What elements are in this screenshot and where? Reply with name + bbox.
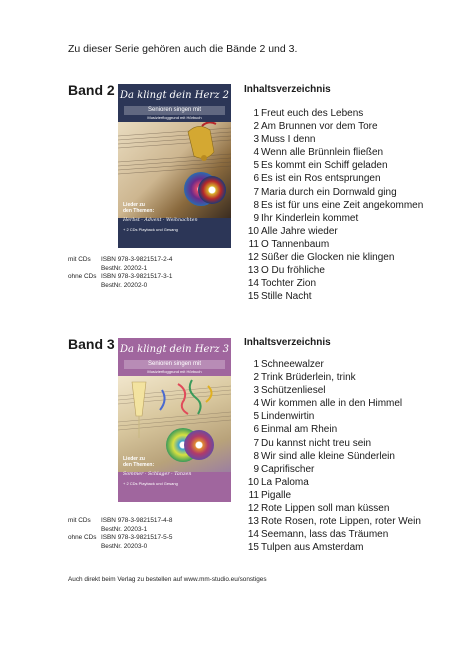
song-title: Schützenliesel [261,385,326,397]
band-3-cover [118,338,231,502]
song-number: 10 [247,476,259,488]
song-list-item [244,437,421,450]
isbn-row-ohne-cds: ohne CDs ISBN 978-3-9821517-3-1 [68,273,173,281]
song-list-item [244,133,423,146]
band-2-isbn-block [68,256,172,290]
cover-lieder: Lieder zu den Themen: [123,456,155,468]
song-list-item [244,159,423,172]
band-2-cover [118,84,231,248]
cover-subtitle: Senioren singen mit [124,360,225,369]
song-title: Tochter Zion [261,278,317,290]
song-title: Wir sind alle kleine Sünderlein [261,450,395,462]
song-number: 13 [247,265,259,277]
song-list-item [244,476,421,489]
song-number: 12 [247,503,259,515]
song-number: 11 [248,489,259,501]
song-number: 10 [247,225,259,237]
cover-cds-note: + 2 CDs Playback und Gesang [123,227,178,232]
song-list-item [244,502,421,515]
best-nr: BestNr. 20202-1 [101,264,148,272]
song-title: Caprifischer [261,463,315,475]
song-title: Pigalle [261,489,292,501]
band-2-toc-heading: Inhaltsverzeichnis [244,84,331,95]
isbn-row-mit-cds: mit CDs ISBN 978-3-9821517-2-4 [68,256,173,263]
best-nr: BestNr. 20202-0 [101,281,148,289]
isbn-row-ohne-cds: ohne CDs ISBN 978-3-9821517-5-5 [68,534,173,542]
song-list-item [244,172,423,185]
song-number: 15 [247,291,259,303]
song-title: Es kommt ein Schiff geladen [261,160,388,172]
song-number: 11 [248,238,259,250]
song-title: Süßer die Glocken nie klingen [261,252,395,264]
song-number: 1 [253,108,259,119]
song-list-item [244,225,423,238]
song-title: Wenn alle Brünnlein fließen [261,147,384,159]
song-number: 5 [253,160,259,172]
cover-title: Da klingt dein Herz 2 [119,90,230,101]
song-title: Wir kommen alle in den Himmel [261,398,403,410]
cd-disc-icon [184,430,214,460]
song-number: 14 [247,278,259,290]
song-title: Schneewalzer [261,359,324,370]
cover-subtitle-small: Musizierfloggrund mit Hörbuch [147,115,202,120]
band-3-toc-heading: Inhaltsverzeichnis [244,337,331,348]
song-title: Rote Lippen soll man küssen [261,503,390,515]
song-list-item [244,397,421,410]
song-title: Es ist für uns eine Zeit angekommen [261,199,424,211]
song-title: O Du fröhliche [261,265,325,277]
song-title: La Paloma [261,476,309,488]
footer-order-note: Auch direkt beim Verlag zu bestellen auf www.mm-studio.eu/sonstiges [68,576,267,583]
song-number: 13 [247,516,259,528]
song-title: Ihr Kinderlein kommet [261,212,359,224]
cover-topics: Herbst · Advent · Weihnachten [123,218,198,223]
song-title: Freut euch des Lebens [261,108,364,119]
song-title: Alle Jahre wieder [261,225,338,237]
song-list-item [244,384,421,397]
song-list-item [244,277,423,290]
song-number: 4 [253,147,259,159]
band-3-song-list [244,358,421,554]
song-number: 14 [247,529,259,541]
band-3-title: Band 3 [68,336,115,352]
song-list-item [244,146,423,159]
song-list-item [244,489,421,502]
best-nr: BestNr. 20203-1 [101,525,148,533]
song-number: 12 [247,252,259,264]
cover-topics: Sommer · Schlager · Tanzen [123,472,192,477]
song-list-item [244,107,423,120]
song-number: 3 [253,134,259,146]
song-title: Rote Rosen, rote Lippen, roter Wein [261,516,421,528]
band-3-isbn-block [68,517,172,551]
song-number: 2 [253,121,259,133]
cover-lieder: Lieder zu den Themen: [123,202,155,214]
cover-subtitle-small: Musizierfloggrund mit Hörbuch [147,369,202,374]
song-number: 9 [253,212,259,224]
cover-cds-note: + 2 CDs Playback und Gesang [123,481,178,486]
song-list-item [244,450,421,463]
song-number: 1 [253,359,259,370]
song-title: Tulpen aus Amsterdam [261,542,364,554]
best-nr: BestNr. 20203-0 [101,542,148,550]
song-list-item [244,463,421,476]
song-list-item [244,515,421,528]
song-number: 8 [253,450,259,462]
song-title: Du kannst nicht treu sein [261,437,372,449]
song-list-item [244,186,423,199]
isbn-row-mit-cds: mit CDs ISBN 978-3-9821517-4-8 [68,517,173,524]
song-list-item [244,358,421,371]
song-list-item [244,251,423,264]
song-title: Am Brunnen vor dem Tore [261,121,378,133]
band-2-song-list [244,107,423,303]
song-list-item [244,212,423,225]
song-list-item [244,199,423,212]
song-title: Es ist ein Ros entsprungen [261,173,381,185]
song-title: Trink Brüderlein, trink [261,372,356,384]
song-number: 4 [253,398,259,410]
cover-title: Da klingt dein Herz 3 [119,344,230,355]
song-title: Einmal am Rhein [261,424,338,436]
song-number: 6 [253,173,259,185]
song-number: 15 [247,542,259,554]
song-number: 7 [253,437,259,449]
song-title: Stille Nacht [261,291,312,303]
song-list-item [244,371,421,384]
song-number: 6 [253,424,259,436]
song-title: Maria durch ein Dornwald ging [261,186,397,198]
song-list-item [244,410,421,423]
song-number: 2 [253,372,259,384]
cover-subtitle: Senioren singen mit [124,106,225,115]
song-list-item [244,238,423,251]
song-title: O Tannenbaum [261,238,330,250]
song-number: 8 [253,199,259,211]
cd-disc-icon [198,176,226,204]
song-list-item [244,528,421,541]
song-number: 3 [253,385,259,397]
song-list-item [244,290,423,303]
song-title: Muss I denn [261,134,316,146]
intro-text: Zu dieser Serie gehören auch die Bände 2 und 3. [68,43,298,55]
song-number: 7 [253,186,259,198]
song-title: Seemann, lass das Träumen [261,529,389,541]
song-title: Lindenwirtin [261,411,315,423]
band-2-title: Band 2 [68,82,115,98]
song-list-item [244,541,421,554]
song-list-item [244,423,421,436]
song-list-item [244,264,423,277]
song-number: 9 [253,463,259,475]
song-list-item [244,120,423,133]
song-number: 5 [253,411,259,423]
